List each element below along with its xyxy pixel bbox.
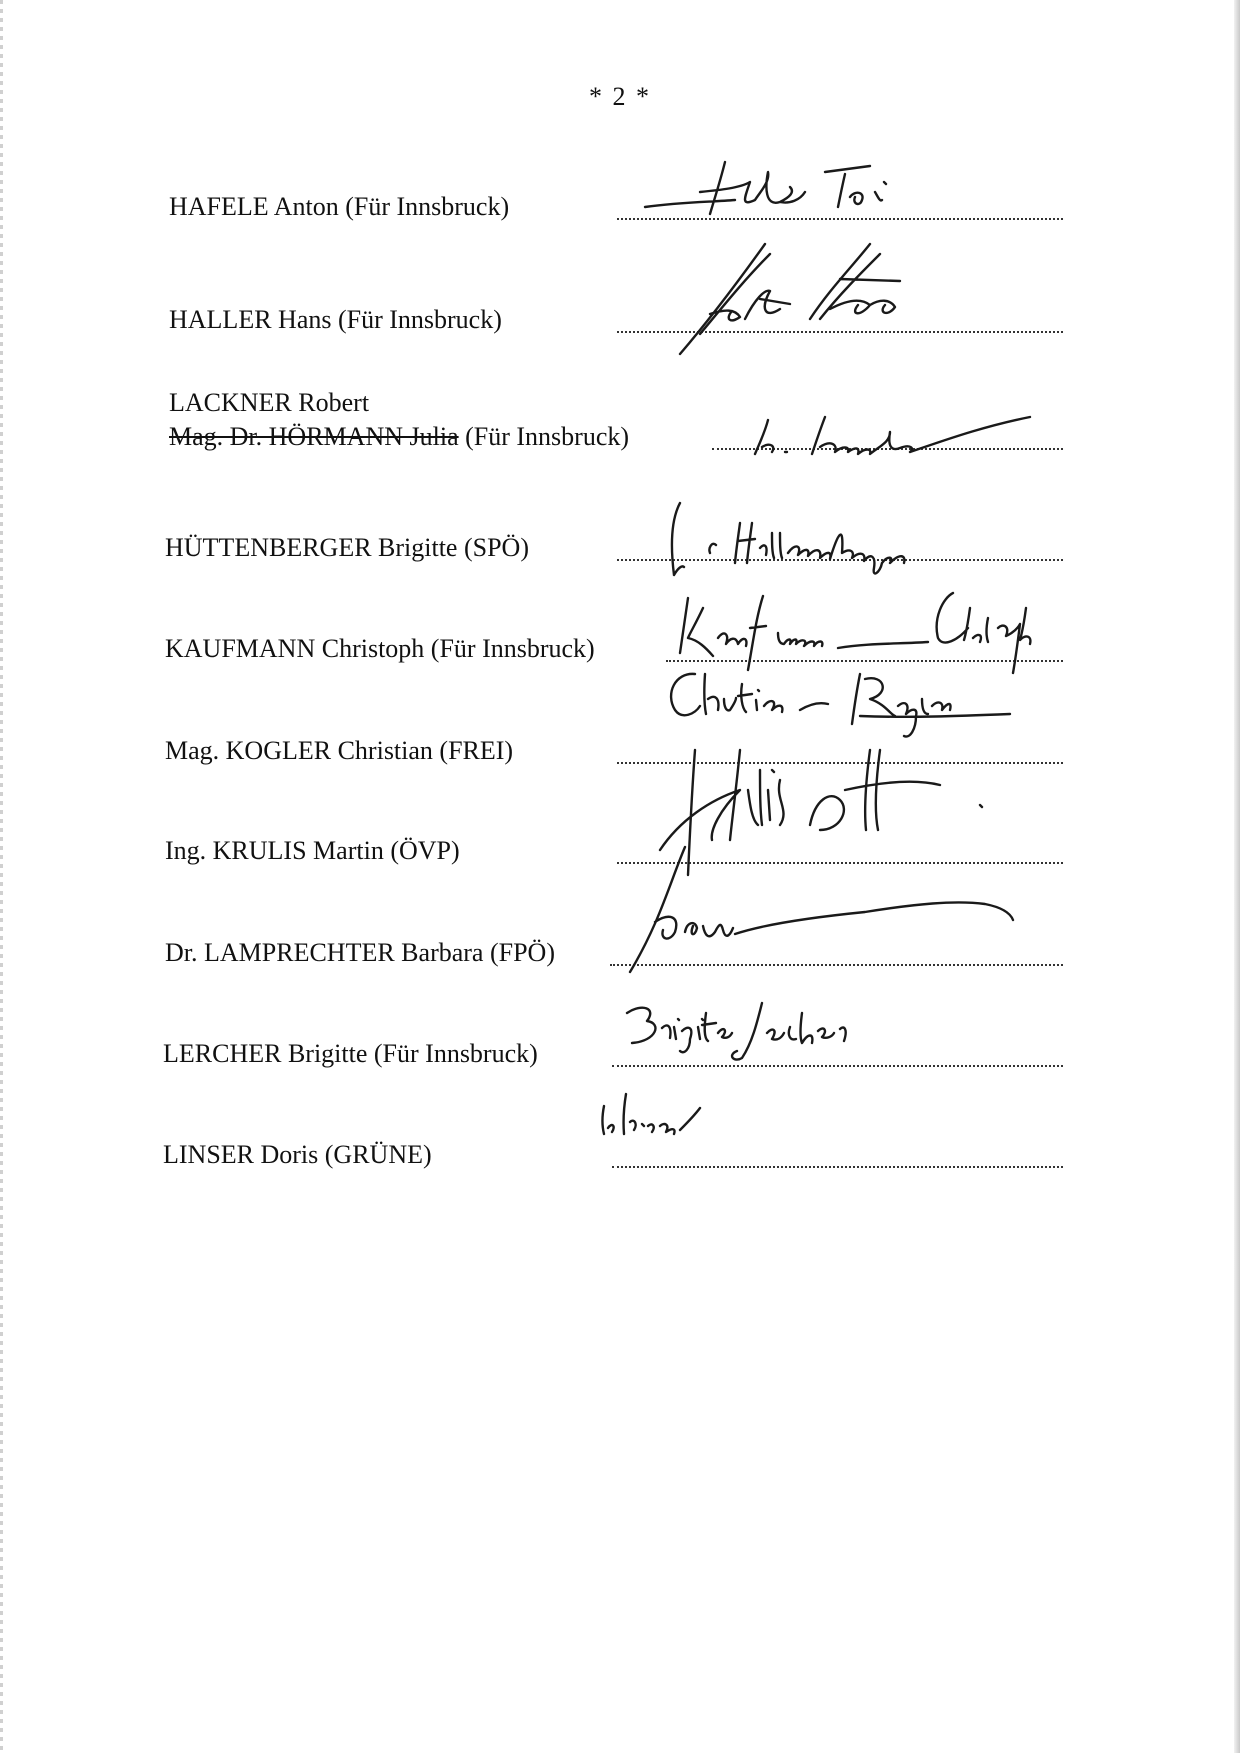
signature-line: [612, 1166, 1063, 1168]
signatory-name: HÜTTENBERGER Brigitte (SPÖ): [165, 533, 529, 563]
signature-line: [610, 964, 1063, 966]
signature-lackner: [740, 402, 1040, 472]
signature-row: [0, 249, 1240, 349]
signatory-name: HAFELE Anton (Für Innsbruck): [169, 192, 510, 222]
signature-haller: [670, 239, 930, 359]
struck-name: Mag. Dr. HÖRMANN Julia: [169, 422, 459, 452]
page-number: * 2 *: [589, 82, 651, 111]
signature-lercher: [612, 983, 952, 1073]
signature-line: [617, 762, 1063, 764]
signatory-name: Dr. LAMPRECHTER Barbara (FPÖ): [165, 938, 555, 968]
signature-row: [0, 680, 1240, 780]
signature-row: [0, 477, 1240, 577]
signatory-name: LERCHER Brigitte (Für Innsbruck): [163, 1039, 538, 1069]
signatory-name: Ing. KRULIS Martin (ÖVP): [165, 836, 460, 866]
signature-huettenberger: [660, 493, 980, 583]
signature-kaufmann: [668, 578, 1068, 678]
signature-line: [617, 331, 1063, 333]
signature-row: [0, 366, 1240, 466]
signature-row: [0, 983, 1240, 1083]
signature-row: [0, 1084, 1240, 1184]
signature-line: [617, 559, 1063, 561]
signature-row: [0, 780, 1240, 880]
signatory-name-line1: LACKNER Robert: [169, 388, 370, 418]
signatory-name: KAUFMANN Christoph (Für Innsbruck): [165, 634, 595, 664]
signature-line: [712, 448, 1063, 450]
signature-row: [0, 136, 1240, 236]
signature-line: [617, 862, 1063, 864]
signature-line: [617, 218, 1063, 220]
signatory-name: HALLER Hans (Für Innsbruck): [169, 305, 502, 335]
signature-line: [612, 1065, 1063, 1067]
signature-row: [0, 882, 1240, 982]
signature-linser: [590, 1086, 790, 1156]
signature-row: [0, 578, 1240, 678]
signatory-name: Mag. KOGLER Christian (FREI): [165, 736, 514, 766]
signatory-name: [169, 386, 629, 454]
signature-hafele: [640, 152, 900, 232]
signatory-name: LINSER Doris (GRÜNE): [163, 1140, 432, 1170]
signatory-party: (Für Innsbruck): [458, 422, 630, 452]
signature-line: [666, 660, 1063, 662]
